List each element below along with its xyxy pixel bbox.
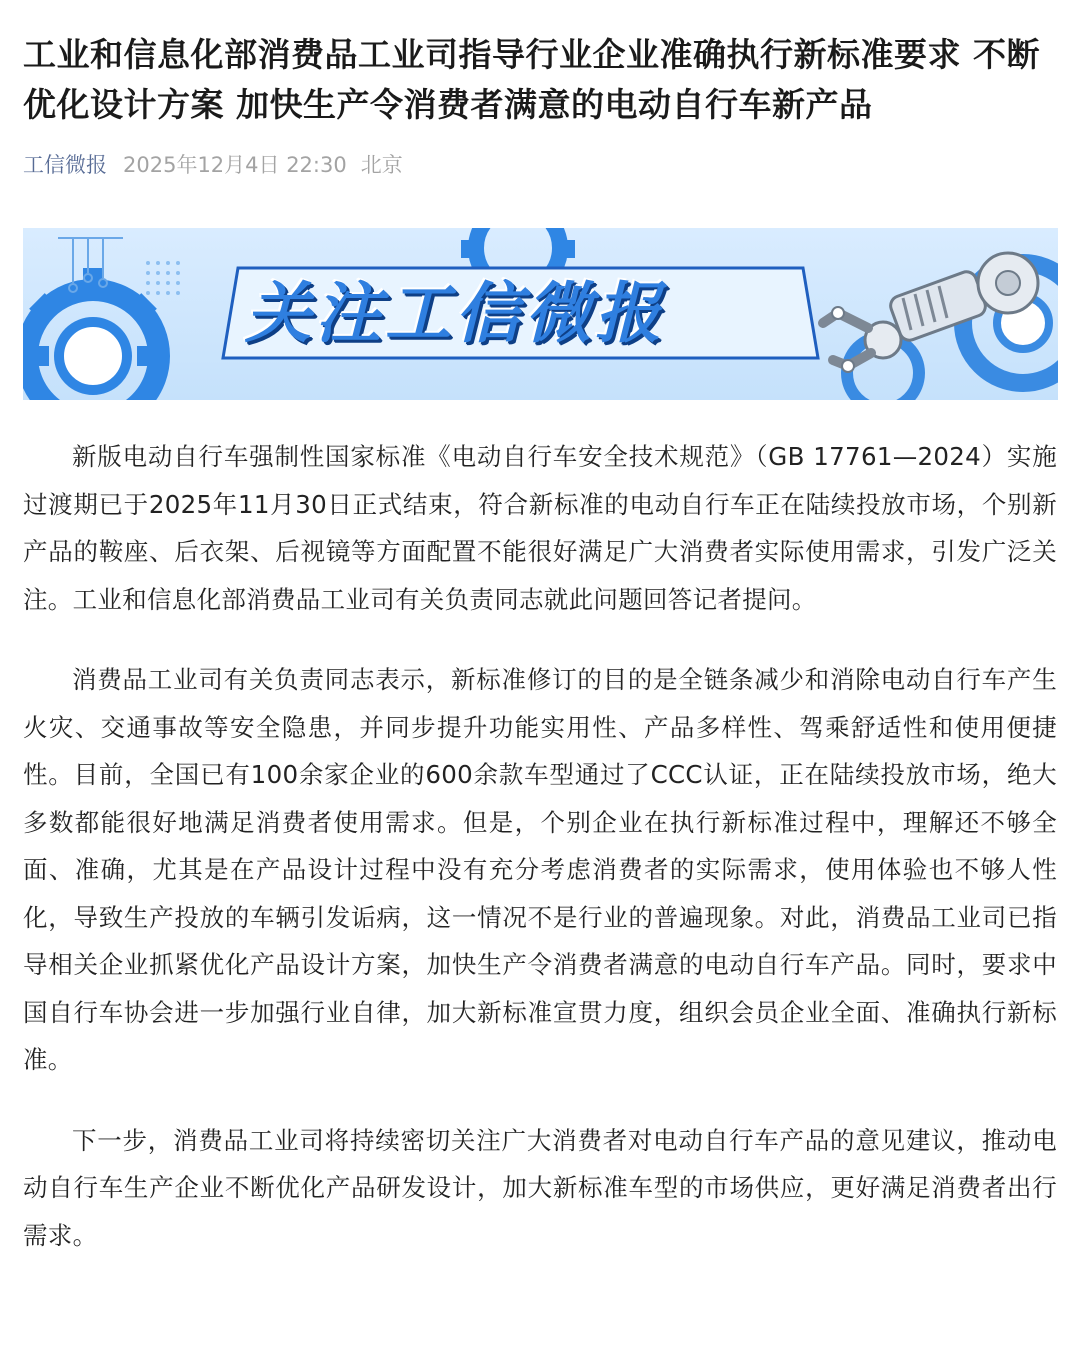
article-meta [23, 150, 1057, 180]
dot-pattern [146, 261, 180, 295]
source-link[interactable]: 工信微报 [23, 153, 107, 177]
banner-text: 关注工信微报 [245, 275, 665, 352]
gear-icon [23, 268, 163, 400]
article-body [23, 433, 1057, 1259]
paragraph: 新版电动自行车强制性国家标准《电动自行车安全技术规范》（GB 17761—2024）实施过渡期已于2025年11月30日正式结束，符合新标准的电动自行车正在陆续投放市场，个别新产品的鞍座、后衣架、后视镜等方面配置不能很好满足广大消费者实际使用需求，引发广泛关注。工业和信息化部消费品工业司有关负责同志就此问题回答记者提问。 [23, 442, 1057, 614]
publish-location: 北京 [360, 153, 403, 177]
paragraph: 下一步，消费品工业司将持续密切关注广大消费者对电动自行车产品的意见建议，推动电动自行车生产企业不断优化产品研发设计，加大新标准车型的市场供应，更好满足消费者出行需求。 [23, 1125, 1057, 1250]
publish-time: 2025年12月4日 22:30 [123, 153, 347, 177]
article-title: 工业和信息化部消费品工业司指导行业企业准确执行新标准要求 不断优化设计方案 加快生产令消费者满意的电动自行车新产品 [23, 35, 1040, 124]
banner-image [23, 228, 1058, 400]
paragraph: 消费品工业司有关负责同志表示，新标准修订的目的是全链条减少和消除电动自行车产生火灾、交通事故等安全隐患，并同步提升功能实用性、产品多样性、驾乘舒适性和使用便捷性。目前，全国已有100余家企业的600余款车型通过了CCC认证，正在陆续投放市场，绝大多数都能很好地满足消费者使用需求。但是，个别企业在执行新标准过程中，理解还不够全面、准确，尤其是在产品设计过程中没有充分考虑消费者的实际需求，使用体验也不够人性化，导致生产投放的车辆引发诟病，这一情况不是行业的普遍现象。对此，消费品工业司已指导相关企业抓紧优化产品设计方案，加快生产令消费者满意的电动自行车产品。同时，要求中国自行车协会进一步加强行业自律，加大新标准宣贯力度，组织会员企业全面、准确执行新标准。 [23, 665, 1057, 1074]
